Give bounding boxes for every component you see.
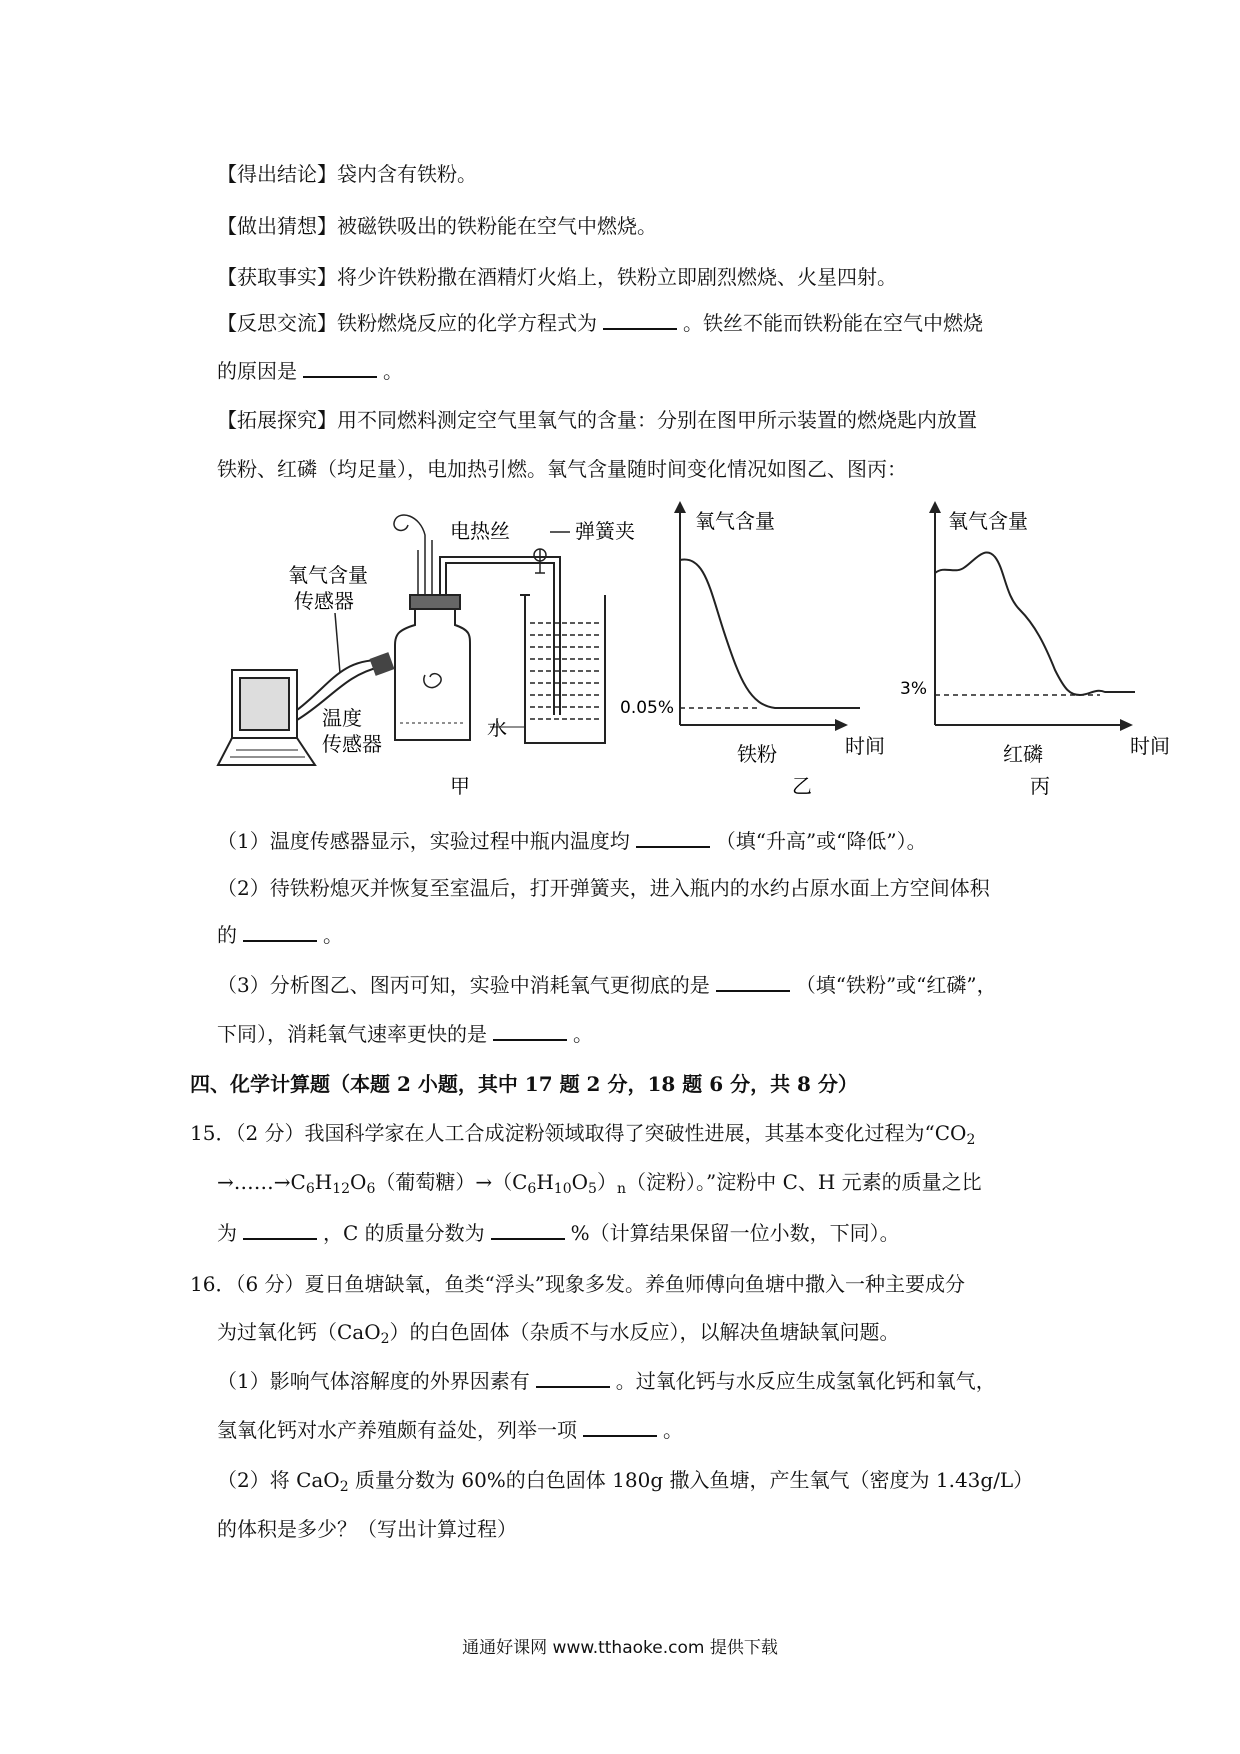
yi-ylabel: 氧气含量 [695,509,775,533]
paragraph-extension: 【拓展探究】用不同燃料测定空气里氧气的含量：分别在图甲所示装置的燃烧匙内放置 [217,408,977,432]
text: %（计算结果保留一位小数，下同）。 [570,1221,900,1245]
question-16: 16．（6 分）夏日鱼塘缺氧，鱼类“浮头”现象多发。养鱼师傅向鱼塘中撒入一种主要成分 [190,1272,965,1296]
text: 。 [573,1022,593,1046]
question-16-1-cont [217,1416,683,1444]
spring-clip-label: 弹簧夹 [575,519,635,543]
sensor-plug [370,652,395,676]
chart-yi [620,501,885,798]
subscript: n [616,1181,626,1197]
question-16-2 [217,1466,1033,1501]
bing-ylabel: 氧气含量 [948,509,1028,533]
text: →……→C [217,1170,306,1194]
question-15-formula [217,1168,982,1203]
answer-blank [716,972,790,992]
temp-sensor-label-2: 传感器 [322,732,382,756]
paragraph-extension-2: 铁粉、红磷（均足量），电加热引燃。氧气含量随时间变化情况如图乙、图丙： [217,457,907,481]
bottle [395,595,470,740]
text: 下同），消耗氧气速率更快的是 [217,1022,487,1046]
text: （1）影响气体溶解度的外界因素有 [217,1369,530,1393]
text: （淀粉）。”淀粉中 C、H 元素的质量之比 [625,1170,982,1194]
subscript: 6 [366,1181,376,1197]
subscript: 10 [553,1181,572,1197]
answer-blank [603,310,677,330]
text: （填“升高”或“降低”）。 [715,829,927,853]
answer-blank [243,1220,317,1240]
question-16-1 [217,1367,996,1395]
glass-tube [440,557,560,715]
answer-blank [303,358,377,378]
text: H [536,1170,554,1194]
question-15 [190,1119,975,1154]
text: ，C 的质量分数为 [323,1221,485,1245]
subscript: 2 [966,1132,976,1148]
text: 【反思交流】铁粉燃烧反应的化学方程式为 [217,311,597,335]
bing-series-label: 红磷 [1003,742,1043,766]
text: 为 [217,1221,237,1245]
beaker [520,595,605,743]
text: （3）分析图乙、图丙可知，实验中消耗氧气更彻底的是 [217,973,710,997]
paragraph-reason [217,357,403,385]
experiment-figure [0,495,1240,815]
text: ）的白色固体（杂质不与水反应），以解决鱼塘缺氧问题。 [389,1320,900,1344]
question-2: （2）待铁粉熄灭并恢复至室温后，打开弹簧夹，进入瓶内的水约占原水面上方空间体积 [217,876,990,900]
o2-sensor-label-1: 氧气含量 [288,563,368,587]
text: 。铁丝不能而铁粉能在空气中燃烧 [683,311,983,335]
text: 。 [383,359,403,383]
question-1 [217,827,927,855]
subscript: 6 [305,1181,315,1197]
text: 的 [217,923,237,947]
footer-watermark: 通通好课网 www.tthaoke.com 提供下载 [462,1638,778,1658]
question-3-cont [217,1020,593,1048]
paragraph-conclusion: 【得出结论】袋内含有铁粉。 [217,162,477,186]
caption-jia: 甲 [450,774,470,798]
sensor-cable [297,660,380,710]
text: 15．（2 分）我国科学家在人工合成淀粉领域取得了突破性进展，其基本变化过程为“CO [190,1121,967,1145]
phosphorus-curve [935,552,1135,695]
subscript: 6 [527,1181,537,1197]
spring-clip [534,549,546,573]
yi-final-level: 0.05% [620,698,675,718]
bing-final-level: 3% [900,679,927,699]
subscript: 2 [380,1331,390,1347]
text: O [350,1170,367,1194]
question-16-cont [217,1318,900,1353]
water-label: 水 [487,716,507,740]
paragraph-facts: 【获取事实】将少许铁粉撒在酒精灯火焰上，铁粉立即剧烈燃烧、火星四射。 [217,265,897,289]
caption-bing: 丙 [1030,774,1050,798]
subscript: 2 [339,1479,349,1495]
heating-wire-label: 电热丝 [450,519,510,543]
answer-blank [636,828,710,848]
text: （葡萄糖）→（C [375,1170,528,1194]
iron-curve [680,560,860,708]
answer-blank [583,1417,657,1437]
question-3 [217,971,997,999]
text: 为过氧化钙（CaO [217,1320,381,1344]
answer-blank [536,1368,610,1388]
text: 质量分数为 60%的白色固体 180g 撒入鱼塘，产生氧气（密度为 1.43g/L） [348,1468,1034,1492]
subscript: 5 [588,1181,597,1197]
chart-bing [900,501,1170,798]
text: ） [596,1170,617,1194]
text: H [314,1170,333,1194]
temp-sensor-label-1: 温度 [322,706,362,730]
caption-yi: 乙 [792,774,812,798]
question-16-2-cont: 的体积是多少？（写出计算过程） [217,1517,517,1541]
section-heading: 四、化学计算题（本题 2 小题，其中 17 题 2 分，18 题 6 分，共 8 分） [190,1072,858,1096]
paragraph-hypothesis: 【做出猜想】被磁铁吸出的铁粉能在空气中燃烧。 [217,214,657,238]
answer-blank [493,1021,567,1041]
subscript: 12 [332,1181,351,1197]
text: 的原因是 [217,359,297,383]
answer-blank [243,922,317,942]
o2-sensor-label-2: 传感器 [294,589,354,613]
text: 氢氧化钙对水产养殖颇有益处，列举一项 [217,1418,577,1442]
yi-xlabel: 时间 [845,734,885,758]
question-15-blanks [217,1219,900,1247]
text: （填“铁粉”或“红磷”， [795,973,997,997]
answer-blank [491,1220,565,1240]
text: （1）温度传感器显示，实验过程中瓶内温度均 [217,829,630,853]
yi-series-label: 铁粉 [737,742,777,766]
text: O [571,1170,589,1194]
heating-wire [394,515,425,595]
text: 。 [663,1418,683,1442]
bing-xlabel: 时间 [1130,734,1170,758]
question-2-cont [217,921,343,949]
text: 。 [323,923,343,947]
text: （2）将 CaO [217,1468,340,1492]
text: 。过氧化钙与水反应生成氢氧化钙和氧气， [615,1369,996,1393]
paragraph-reflection [217,309,983,337]
